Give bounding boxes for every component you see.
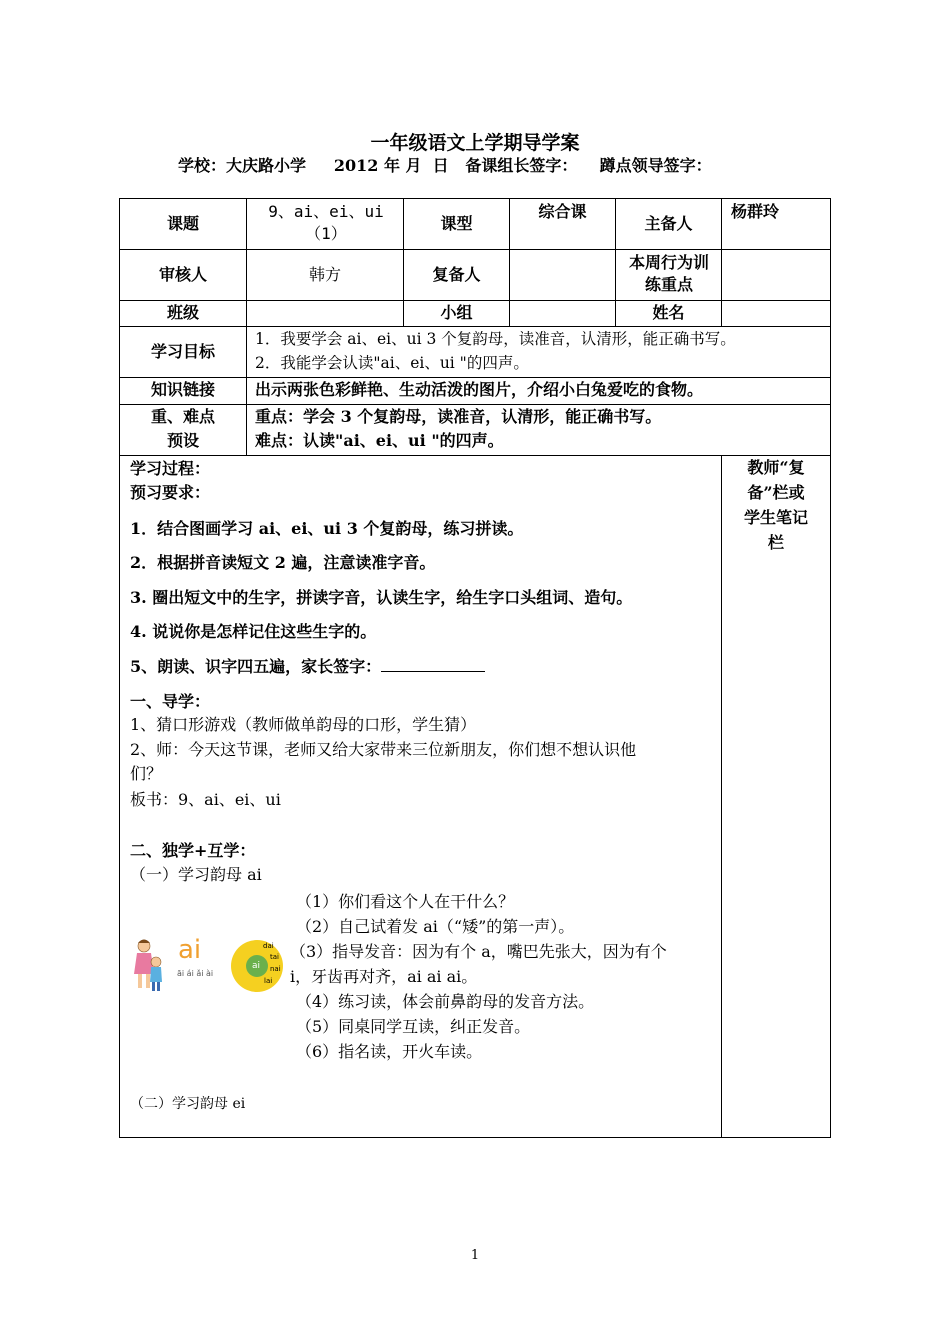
guide-heading: 一、导学：	[130, 692, 211, 711]
sub-section-ei: （二）学习韵母 ei	[130, 1096, 246, 1112]
pinyin-tones: āi ái ǎi ài	[177, 969, 214, 978]
goal-2: 2．我能学会认读"ai、ei、ui "的四声。	[255, 354, 529, 372]
syllable-wheel	[226, 938, 288, 994]
wheel-syllable-1: dai	[263, 942, 274, 950]
board-writing: 板书：9、ai、ei、ui	[130, 790, 281, 809]
ai-step-6: （6）指名读，开火车读。	[296, 1042, 483, 1061]
preparer-label: 主备人	[644, 214, 693, 233]
preview-heading: 预习要求：	[130, 483, 211, 502]
study-heading: 二、独学+互学：	[130, 841, 256, 860]
reviewer-value: 韩方	[308, 265, 341, 284]
preparer-value: 杨群玲	[731, 202, 780, 221]
wheel-syllable-3: nai	[270, 965, 281, 973]
wheel-center: ai	[252, 961, 261, 971]
document-subtitle: 学校：大庆路小学 2012 年 月 日 备课组长签字： 蹲点领导签字：	[178, 156, 712, 175]
type-label: 课型	[440, 214, 473, 233]
name-label: 姓名	[652, 303, 685, 322]
lesson-label: 课题	[166, 214, 199, 233]
guide-item-1: 1、猜口形游戏（教师做单韵母的口形，学生猜）	[130, 715, 477, 734]
ai-step-3b: i，牙齿再对齐，ai ai ai。	[290, 967, 478, 986]
type-value: 综合课	[538, 202, 587, 221]
ai-step-2: （2）自己试着发 ai（“矮”的第一声）。	[296, 917, 575, 936]
goal-label: 学习目标	[150, 342, 215, 361]
preview-item-2: 2．根据拼音读短文 2 遍，注意读准字音。	[130, 553, 436, 572]
preview-item-1: 1．结合图画学习 ai、ei、ui 3 个复韵母，练习拼读。	[130, 519, 524, 538]
knowledge-link-text: 出示两张色彩鲜艳、生动活泼的图片，介绍小白兔爱吃的食物。	[255, 380, 704, 399]
guide-item-2b: 们？	[130, 764, 163, 783]
preview-item-5: 5、朗读、识字四五遍，家长签字：	[130, 656, 485, 678]
co-preparer-label: 复备人	[432, 265, 481, 284]
ai-step-1: （1）你们看这个人在干什么？	[296, 892, 515, 911]
pinyin-ai: ai	[178, 935, 202, 965]
wheel-syllable-4: lai	[264, 977, 273, 985]
page-number: 1	[470, 1248, 480, 1263]
knowledge-link-label: 知识链接	[150, 380, 215, 399]
ai-step-3a: （3）指导发音：因为有个 a，嘴巴先张大，因为有个	[290, 942, 667, 961]
reviewer-label: 审核人	[158, 265, 207, 284]
hard-point: 难点：认读"ai、ei、ui "的四声。	[255, 431, 504, 450]
guide-item-2a: 2、师：今天这节课，老师又给大家带来三位新朋友，你们想不想认识他	[130, 740, 637, 759]
class-label: 班级	[166, 303, 199, 322]
parent-signature-blank	[381, 657, 485, 672]
goal-1: 1．我要学会 ai、ei、ui 3 个复韵母，读准音，认清形，能正确书写。	[255, 330, 736, 348]
key-point: 重点：学会 3 个复韵母，读准音，认清形，能正确书写。	[255, 407, 662, 426]
group-label: 小组	[440, 303, 473, 322]
sub-section-ai: （一）学习韵母 ai	[130, 865, 262, 884]
ai-step-4: （4）练习读，体会前鼻韵母的发音方法。	[296, 992, 595, 1011]
wheel-syllable-2: tai	[270, 953, 279, 961]
lesson-value: 9、ai、ei、ui（1）	[268, 202, 384, 243]
key-points-label-2: 预设	[166, 431, 199, 450]
ai-step-5: （5）同桌同学互读，纠正发音。	[296, 1017, 531, 1036]
key-points-label-1: 重、难点	[150, 407, 215, 426]
preview-item-4: 4. 说说你是怎样记住这些生字的。	[130, 622, 377, 641]
process-heading: 学习过程：	[130, 459, 211, 478]
weekly-focus-label: 本周行为训练重点	[628, 253, 709, 294]
preview-item-3: 3. 圈出短文中的生字，拼读字音，认读生字，给生字口头组词、造句。	[130, 588, 633, 607]
document-title: 一年级语文上学期导学案	[370, 132, 580, 154]
